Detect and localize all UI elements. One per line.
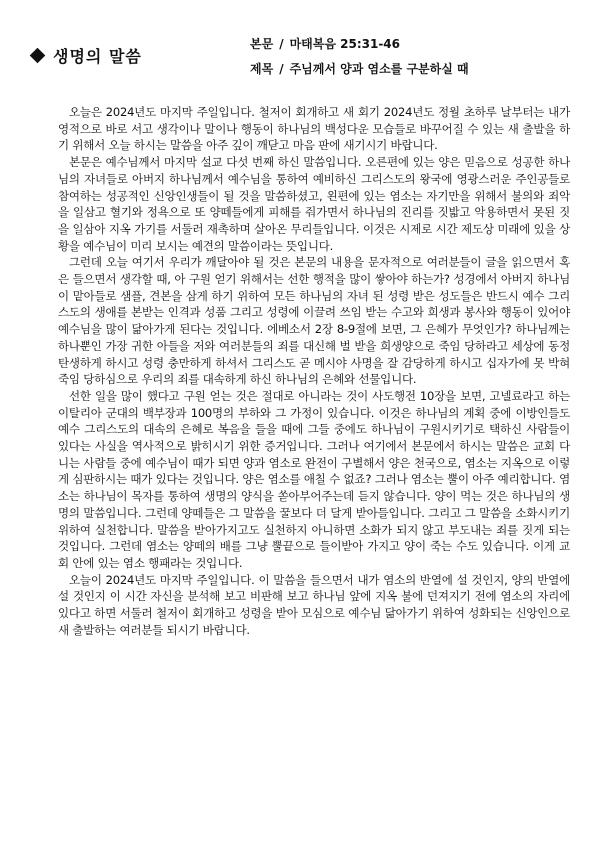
paragraph: 오늘은 2024년도 마지막 주일입니다. 철저이 회개하고 새 회기 2024년도 정월 초하루 날부터는 내가 영적으로 바로 서고 생각이나 말이나 행동이 하나님의 백성다운 모습들로 바꾸어질 수 있는 새 출발을 하기 위해서 오늘 하시는 말씀을 아주 깊이 깨닫고 마음 판에 새기시기 바랍니다. [58,105,570,153]
section-title: 생명의 말씀 [53,47,142,66]
paragraph: 오늘이 2024년도 마지막 주일입니다. 이 말씀을 들으면서 내가 염소의 반열에 설 것인지, 양의 반열에 설 것인지 이 시간 자신을 분석해 보고 비판해 보고 하나님 앞에 지옥 불에 던져지기 전에 염소의 자리에 있다고 하면 서둘러 철저이 회개하고 성령을 받아 모심으로 예수님 닮아가기 위하여 성화되는 신앙인으로 새 출발하는 여러분들 되시기 바랍니다. [58,572,570,637]
separator: / [279,62,284,76]
sermon-title: 주님께서 양과 염소를 구분하실 때 [289,62,469,76]
paragraph: 본문은 예수님께서 마지막 설교 다섯 번째 하신 말씀입니다. 오른편에 있는 양은 믿음으로 성공한 하나님의 자녀들로 아버지 하나님께서 예수님을 통하여 예비하신 그리스도의 왕국에 영광스러운 주인공들로 참여하는 성공적인 신앙인생들이 될 것을 말씀하셨고, 왼편에 있는 염소는 자기만을 위해서 불의와 죄악을 일삼고 혈기와 정욕으로 또 양떼들에게 피해를 줘가면서 하나님의 진리를 짓밟고 악용하면서 못된 짓을 일삼아 지옥 가기를 서둘러 재촉하며 살아온 무리들입니다. 이것은 시제로 시간 제도상 미래에 있을 상황을 예수님이 미리 보시는 예견의 말씀이라는 뜻입니다. [58,155,570,253]
section-heading [30,44,142,67]
scripture-label: 본문 [250,37,274,51]
sermon-title-label: 제목 [250,62,274,76]
scripture-reference: 마태복음 25:31-46 [289,37,401,51]
sermon-body [58,104,570,639]
diamond-bullet-icon [30,48,46,64]
paragraph: 그런데 오늘 여기서 우리가 깨달아야 될 것은 본문의 내용을 문자적으로 여러분들이 글을 읽으면서 혹은 들으면서 생각할 때, 아 구원 얻기 위해서는 선한 행적을 많이 쌓아야 하는가? 성경에서 아버지 하나님이 맡아들로 샘플, 견본을 삼게 하기 위하여 모든 하나님의 자녀 된 성령 받은 성도들은 반드시 예수 그리스도의 생애를 본받는 인격과 성품 그리고 성령에 이끌려 쓰임 받는 수고와 희생과 봉사와 행동이 있어야 예수님을 많이 닮아가게 된다는 것입니다. 에베소서 2장 8-9절에 보면, 그 은혜가 무엇인가? 하나님께는 하나뿐인 가장 귀한 아들을 저와 여러분들의 죄를 대신해 벌 받을 희생양으로 죽임 당하라고 세상에 동정탄생하게 하시고 성령 충만하게 하셔서 그리스도 곧 메시야 사명을 잘 감당하게 하시고 십자가에 못 박혀 죽임 당하심으로 우리의 죄를 대속하게 하신 하나님의 은혜와 선물입니다. [58,255,570,387]
sermon-meta [250,32,469,82]
separator: / [279,37,284,51]
page-header [30,28,580,80]
sermon-title-row [250,57,469,82]
scripture-row [250,32,469,57]
paragraph: 선한 일을 많이 했다고 구원 얻는 것은 절대로 아니라는 것이 사도행전 10장을 보면, 고넬료라고 하는 이탈리아 군대의 백부장과 100명의 부하와 그 가정이 있습니다. 이것은 하나님의 계획 중에 이방인들도 예수 그리스도의 대속의 은혜로 복음을 들을 때에 그들 중에도 하나님이 구원시키기로 택하신 사람들이 있다는 사실을 역사적으로 밝히시기 위한 증거입니다. 그러나 여기에서 본문에서 하시는 말씀은 교회 다니는 사람들 중에 예수님이 때가 되면 양과 염소로 완전이 구별해서 양은 천국으로, 염소는 지옥으로 이렇게 심판하시는 때가 있다는 것입니다. 양은 염소를 애칠 수 없죠? 그러나 염소는 뿔이 아주 예리합니다. 염소는 하나님이 목자를 통하여 생명의 양식을 쏟아부어주는데 듣지 않습니다. 양이 먹는 것은 하나님의 생명의 말씀입니다. 그런데 양떼들은 그 말씀을 꿀보다 더 달게 받아들입니다. 그리고 그 말씀을 소화시키기 위하여 실천합니다. 말씀을 받아가지고도 실천하지 아니하면 소화가 되지 않고 부도내는 죄를 짓게 되는 것입니다. 그런데 염소는 양떼의 배를 그냥 뿔끝으로 들이받아 가지고 양이 죽는 수도 있습니다. 이게 교회 안에 있는 염소 행패라는 것입니다. [58,388,570,570]
